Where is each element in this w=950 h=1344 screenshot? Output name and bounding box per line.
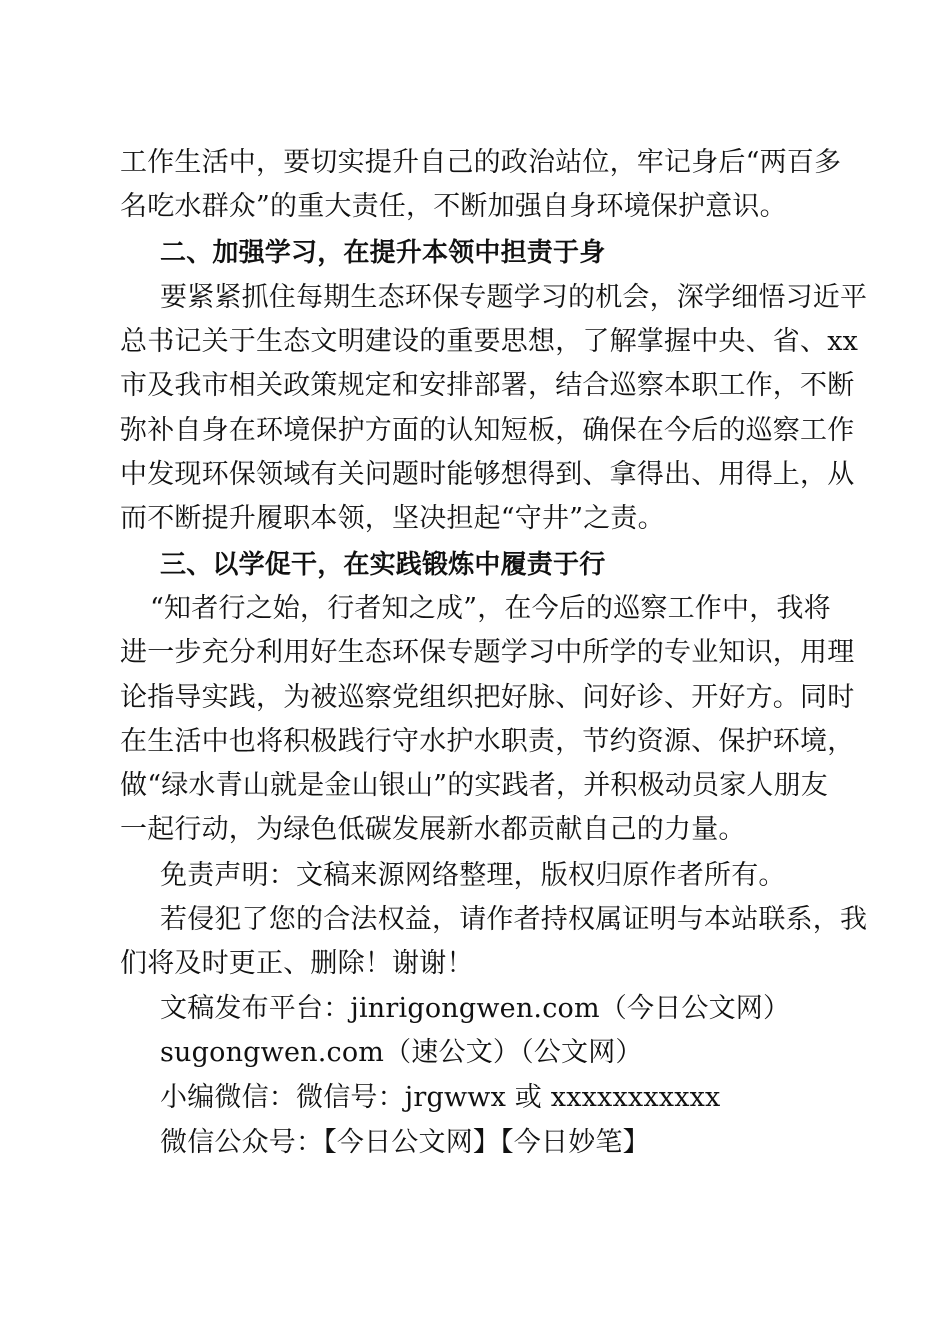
alt-site-line: sugongwen.com（速公文）（公文网） [160,1037,643,1068]
paragraph-2-line-1: 要紧紧抓住每期生态环保专题学习的机会，深学细悟习近平 [160,282,868,313]
paragraph-2-line-2: 总书记关于生态文明建设的重要思想，了解掌握中央、省、xx [120,326,859,357]
paragraph-2-line-4: 弥补自身在环境保护方面的认知短板，确保在今后的巡察工作 [120,415,855,446]
paragraph-3-line-6: 一起行动，为绿色低碳发展新水都贡献自己的力量。 [120,814,746,845]
section-heading-2: 二、加强学习，在提升本领中担责于身 [160,238,606,268]
paragraph-3-line-2: 进一步充分利用好生态环保专题学习中所学的专业知识，用理 [120,637,855,668]
wechat-official-account-line: 微信公众号：【今日公文网】【今日妙笔】 [160,1127,650,1158]
disclaimer-line-1: 免责声明：文稿来源网络整理，版权归原作者所有。 [160,860,786,891]
publish-platform-line: 文稿发布平台：jinrigongwen.com（今日公文网） [160,993,791,1024]
disclaimer-line-3: 们将及时更正、删除！谢谢！ [120,948,474,979]
disclaimer-line-2: 若侵犯了您的合法权益，请作者持权属证明与本站联系，我 [160,904,868,935]
editor-wechat-line: 小编微信：微信号：jrgwwx 或 xxxxxxxxxxx [160,1082,721,1113]
paragraph-1-line-2: 名吃水群众”的重大责任，不断加强自身环境保护意识。 [120,191,787,222]
paragraph-3-line-1: “知者行之始，行者知之成”，在今后的巡察工作中，我将 [150,593,831,624]
paragraph-2-line-5: 中发现环保领域有关问题时能够想得到、拿得出、用得上，从 [120,459,855,490]
paragraph-3-line-3: 论指导实践，为被巡察党组织把好脉、问好诊、开好方。同时 [120,682,855,713]
paragraph-2-line-3: 市及我市相关政策规定和安排部署，结合巡察本职工作，不断 [120,370,855,401]
paragraph-3-line-4: 在生活中也将积极践行守水护水职责，节约资源、保护环境， [120,726,855,757]
paragraph-2-line-6: 而不断提升履职本领，坚决担起“守井”之责。 [120,503,665,534]
paragraph-3-line-5: 做“绿水青山就是金山银山”的实践者，并积极动员家人朋友 [120,770,829,801]
section-heading-3: 三、以学促干，在实践锻炼中履责于行 [160,550,606,580]
paragraph-1-line-1: 工作生活中，要切实提升自己的政治站位，牢记身后“两百多 [120,147,842,178]
